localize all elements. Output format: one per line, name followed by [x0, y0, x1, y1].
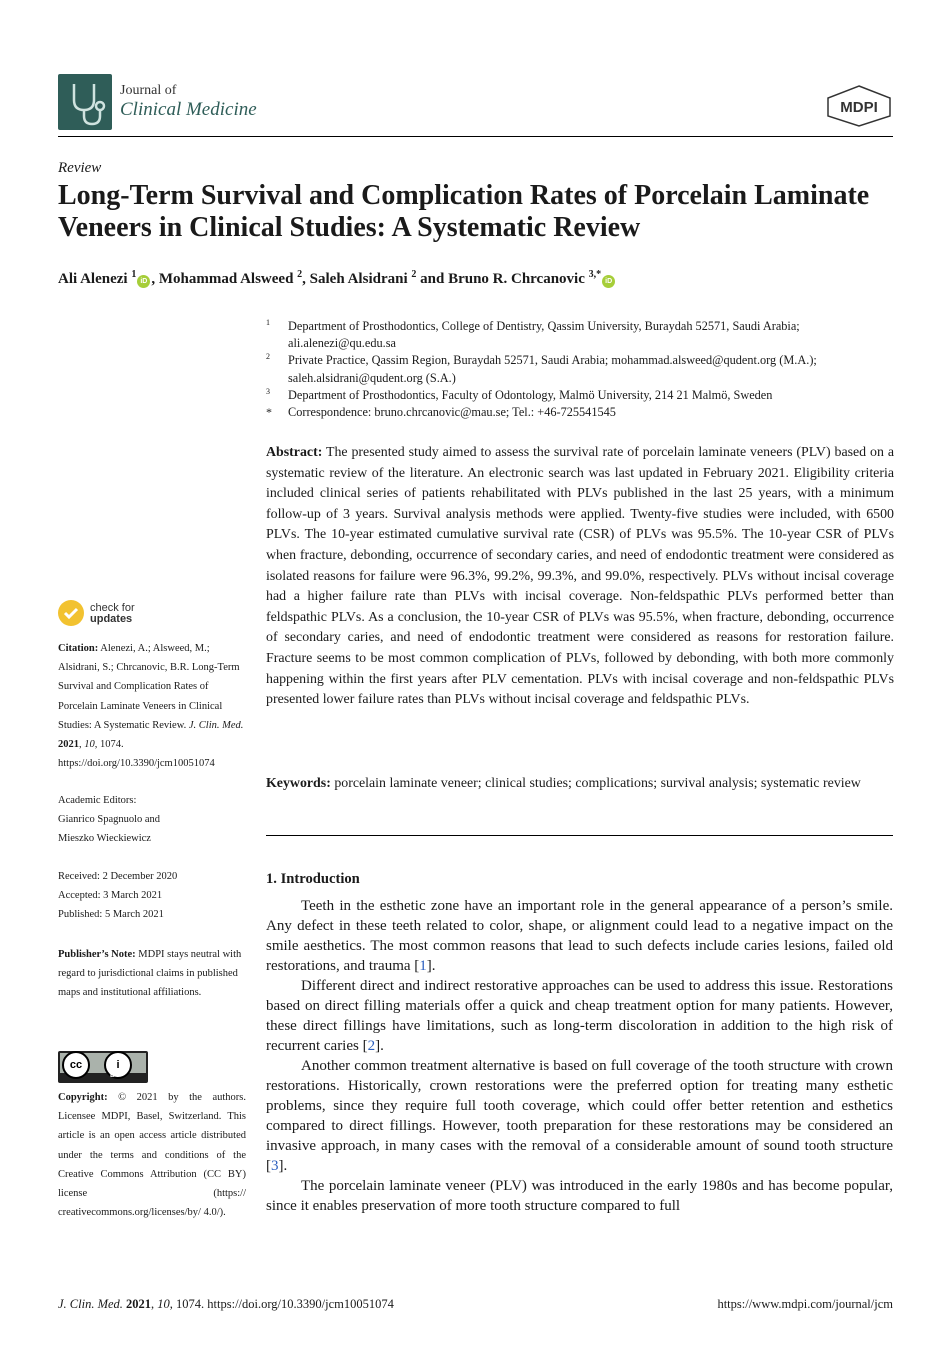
- abstract-text: The presented study aimed to assess the survival rate of porcelain laminate veneers (PLV) based on a systematic review of the literature. An electronic search was last updated in February 2021. Eligibility criteria included clinical series of patients rehabilitated with PLVs published in the last 25 years, with a minimum follow-up of 3 years. Survival analysis methods were applied. Twenty-five studies were included, with 6500 PLVs. The 10-year estimated cumulative survival rate (CSR) of PLVs was 95.5%. The 10-year CSR of PLVs when fracture, debonding, occurrence of secondary caries, and need of endodontic treatment were considered as isolated reasons for failure were 96.3%, 99.2%, 99.3%, and 99.0%, respectively. PLVs without incisal coverage had a higher failure rate than PLVs with incisal coverage. Non-feldspathic PLVs performed better than feldspathic PLVs. As a conclusion, the 10-year CSR of PLVs was 95.5%, when fracture, debonding, occurrence of secondary caries, and need of endodontic treatment were considered as reasons for restoration failure. Fracture seems to be most common complication of PLVs, followed by debonding, with both more commonly happening within the first years after PLV cementation. PLVs with incisal coverage and non-feldspathic PLVs presented lower failure rates than PLVs without incisal coverage and feldspathic PLVs.: [266, 445, 894, 708]
- citation-year: 2021: [58, 739, 79, 751]
- article-dates: [58, 867, 248, 925]
- affiliation-text: Private Practice, Qassim Region, Buraydah 52571, Saudi Arabia; mohammad.alsweed@qudent.org (M.A.);: [288, 353, 817, 368]
- affiliations: [262, 318, 902, 421]
- article-title: Long-Term Survival and Complication Rates of Porcelain Laminate Veneers in Clinical Studies: A Systematic Review: [58, 180, 870, 243]
- attribution-icon: i: [104, 1051, 132, 1079]
- keywords: [266, 774, 894, 795]
- citation-doi-link[interactable]: https://doi.org/10.3390/jcm10051074: [58, 758, 215, 770]
- copyright-text: © 2021 by the authors. Licensee MDPI, Basel, Switzerland. This article is an open access article distributed under the terms and conditions of the Creative Commons Attribution (CC BY) license (https:// creativecommons.org/licenses/by/ 4.0/).: [58, 1092, 246, 1219]
- mdpi-logo-text: MDPI: [840, 99, 878, 116]
- paragraph: The porcelain laminate veneer (PLV) was introduced in the early 1980s and has become popular, since it enables preservation of more tooth structure compared to full: [266, 1178, 893, 1214]
- received-date: Received: 2 December 2020: [58, 871, 178, 882]
- editors-line: Gianrico Spagnuolo and: [58, 814, 161, 826]
- footer-volume: 10: [157, 1297, 170, 1311]
- citation-journal: J. Clin. Med.: [188, 719, 244, 731]
- citation-block: Citation: Alenezi, A.; Alsweed, M.; Alsidrani, S.; Chrcanovic, B.R. Long-Term Survival and Complication Rates of Porcelain Laminate Veneers in Clinical Studies: A Systematic Review. J. Clin. Med. 2021, 10, 1074. https://doi.org/10.3390/jcm10051074: [58, 639, 248, 773]
- citation-label: Citation:: [58, 643, 99, 654]
- affiliation-text: Department of Prosthodontics, Faculty of Odontology, Malmö University, 214 21 Malmö, Sweden: [288, 387, 773, 402]
- footer-year: 2021: [126, 1297, 152, 1311]
- reference-link[interactable]: 2: [367, 1038, 376, 1054]
- paragraph: Teeth in the esthetic zone have an important role in the general appearance of a person’s smile. Any defect in these teeth related to color, shape, or alignment could lead to a negative impact on the smile aesthetics. The most common reasons that lead to such defects include caries lesions, failed old restorations, and trauma [1].: [266, 898, 893, 974]
- reference-link[interactable]: 1: [419, 958, 427, 974]
- author-separator: ,: [151, 271, 159, 287]
- editors-label: Academic Editors:: [58, 795, 137, 806]
- author-separator: and: [416, 271, 449, 287]
- footer-citation: J. Clin. Med. 2021, 10, 1074. https://doi.org/10.3390/jcm10051074: [58, 1297, 394, 1311]
- copyright-notice: [58, 1088, 246, 1222]
- check-updates-icon: [58, 600, 84, 626]
- journal-logo: [58, 74, 112, 130]
- orcid-icon[interactable]: iD: [602, 275, 615, 288]
- orcid-icon[interactable]: iD: [137, 275, 150, 288]
- creative-commons-icon: cc: [62, 1051, 90, 1079]
- article-type: Review: [58, 160, 102, 176]
- journal-name: [120, 82, 257, 121]
- keywords-text: porcelain laminate veneer; clinical studies; complications; survival analysis; systematic review: [334, 776, 861, 791]
- correspondence-item: [262, 404, 902, 421]
- cc-by-label: BY: [110, 1072, 120, 1079]
- publishers-note: [58, 945, 248, 1003]
- affiliation-email[interactable]: saleh.alsidrani@qudent.org (S.A.): [288, 370, 456, 385]
- author-separator: ,: [302, 271, 310, 287]
- footer-journal: J. Clin. Med.: [58, 1297, 123, 1311]
- accepted-date: Accepted: 3 March 2021: [58, 890, 163, 902]
- affiliation-item: [262, 318, 902, 352]
- footer-journal-link[interactable]: https://www.mdpi.com/journal/jcm: [717, 1297, 893, 1311]
- abstract: [266, 443, 894, 711]
- check-updates-label: check for updates: [90, 602, 135, 625]
- citation-volume: 10: [84, 739, 95, 751]
- footer-doi[interactable]: , 1074. https://doi.org/10.3390/jcm10051074: [169, 1297, 394, 1311]
- check-for-updates-button[interactable]: [58, 600, 168, 630]
- affiliation-email[interactable]: ali.alenezi@qu.edu.sa: [288, 336, 396, 351]
- section-heading: 1. Introduction: [266, 871, 360, 887]
- author-affiliation-mark: 1: [131, 269, 137, 280]
- cc-by-license-badge[interactable]: [58, 1051, 148, 1083]
- citation-page: 1074.: [100, 739, 124, 751]
- author-list: [58, 269, 616, 288]
- correspondence-text: Correspondence: bruno.chrcanovic@mau.se; Tel.: +46-725541545: [288, 405, 616, 420]
- reference-link[interactable]: 3: [271, 1158, 279, 1174]
- paragraph: Another common treatment alternative is based on full coverage of the tooth structure with crown restorations. Historically, crown restorations were the preferred option for treating many esthetic problems, since they require full tooth coverage, which could offer better retention and esthetics compared to direct fillings. However, tooth preparation for these restorations may be considered an invasive approach, in many cases with the removal of a considerable amount of sound tooth structure [3].: [266, 1058, 893, 1174]
- affiliation-item: [262, 387, 902, 404]
- keywords-label: Keywords:: [266, 776, 331, 791]
- author-name: Mohammad Alsweed: [158, 271, 294, 287]
- publishers-note-label: Publisher’s Note:: [58, 949, 136, 960]
- editors-line: Mieszko Wieckiewicz: [58, 833, 151, 845]
- affiliation-item: [262, 352, 902, 386]
- affiliation-number: 1: [266, 318, 270, 327]
- copyright-label: Copyright:: [58, 1092, 108, 1103]
- abstract-label: Abstract:: [266, 445, 323, 460]
- journal-name-line2: Clinical Medicine: [120, 99, 257, 120]
- author-name: Saleh Alsidrani: [309, 271, 408, 287]
- author-affiliation-mark: 3,*: [588, 269, 602, 280]
- author-name: Ali Alenezi: [58, 271, 128, 287]
- header-divider: [58, 136, 893, 137]
- introduction-body: [266, 896, 893, 1216]
- affiliation-text: Department of Prosthodontics, College of Dentistry, Qassim University, Buraydah 52571, Saudi Arabia;: [288, 319, 800, 333]
- author-name: Bruno R. Chrcanovic: [448, 271, 585, 287]
- author-affiliation-mark: 2: [297, 269, 303, 280]
- publishers-note-text: MDPI stays neutral with regard to jurisdictional claims in published maps and institutional affiliations.: [58, 949, 242, 999]
- author-affiliation-mark: 2: [411, 269, 417, 280]
- citation-text: Alenezi, A.; Alsweed, M.; Alsidrani, S.; Chrcanovic, B.R. Long-Term Survival and Complication Rates of Porcelain Laminate Veneers in Clinical Studies: A Systematic Review.: [58, 643, 240, 731]
- mdpi-logo: [824, 84, 894, 128]
- academic-editors: [58, 791, 248, 849]
- journal-name-line1: Journal of: [120, 83, 177, 98]
- paragraph: Different direct and indirect restorative approaches can be used to address this issue. Restorations based on direct filling materials offer a quick and cheap treatment option for many patients. However, these direct fillings have limitations, such as long-term discoloration in addition to the high risk of recurrent caries [2].: [266, 978, 893, 1054]
- correspondence-mark: *: [266, 405, 272, 420]
- stethoscope-icon: [58, 74, 112, 130]
- published-date: Published: 5 March 2021: [58, 909, 164, 921]
- section-divider: [266, 835, 893, 836]
- affiliation-number: 3: [266, 386, 270, 396]
- affiliation-number: 2: [266, 352, 270, 362]
